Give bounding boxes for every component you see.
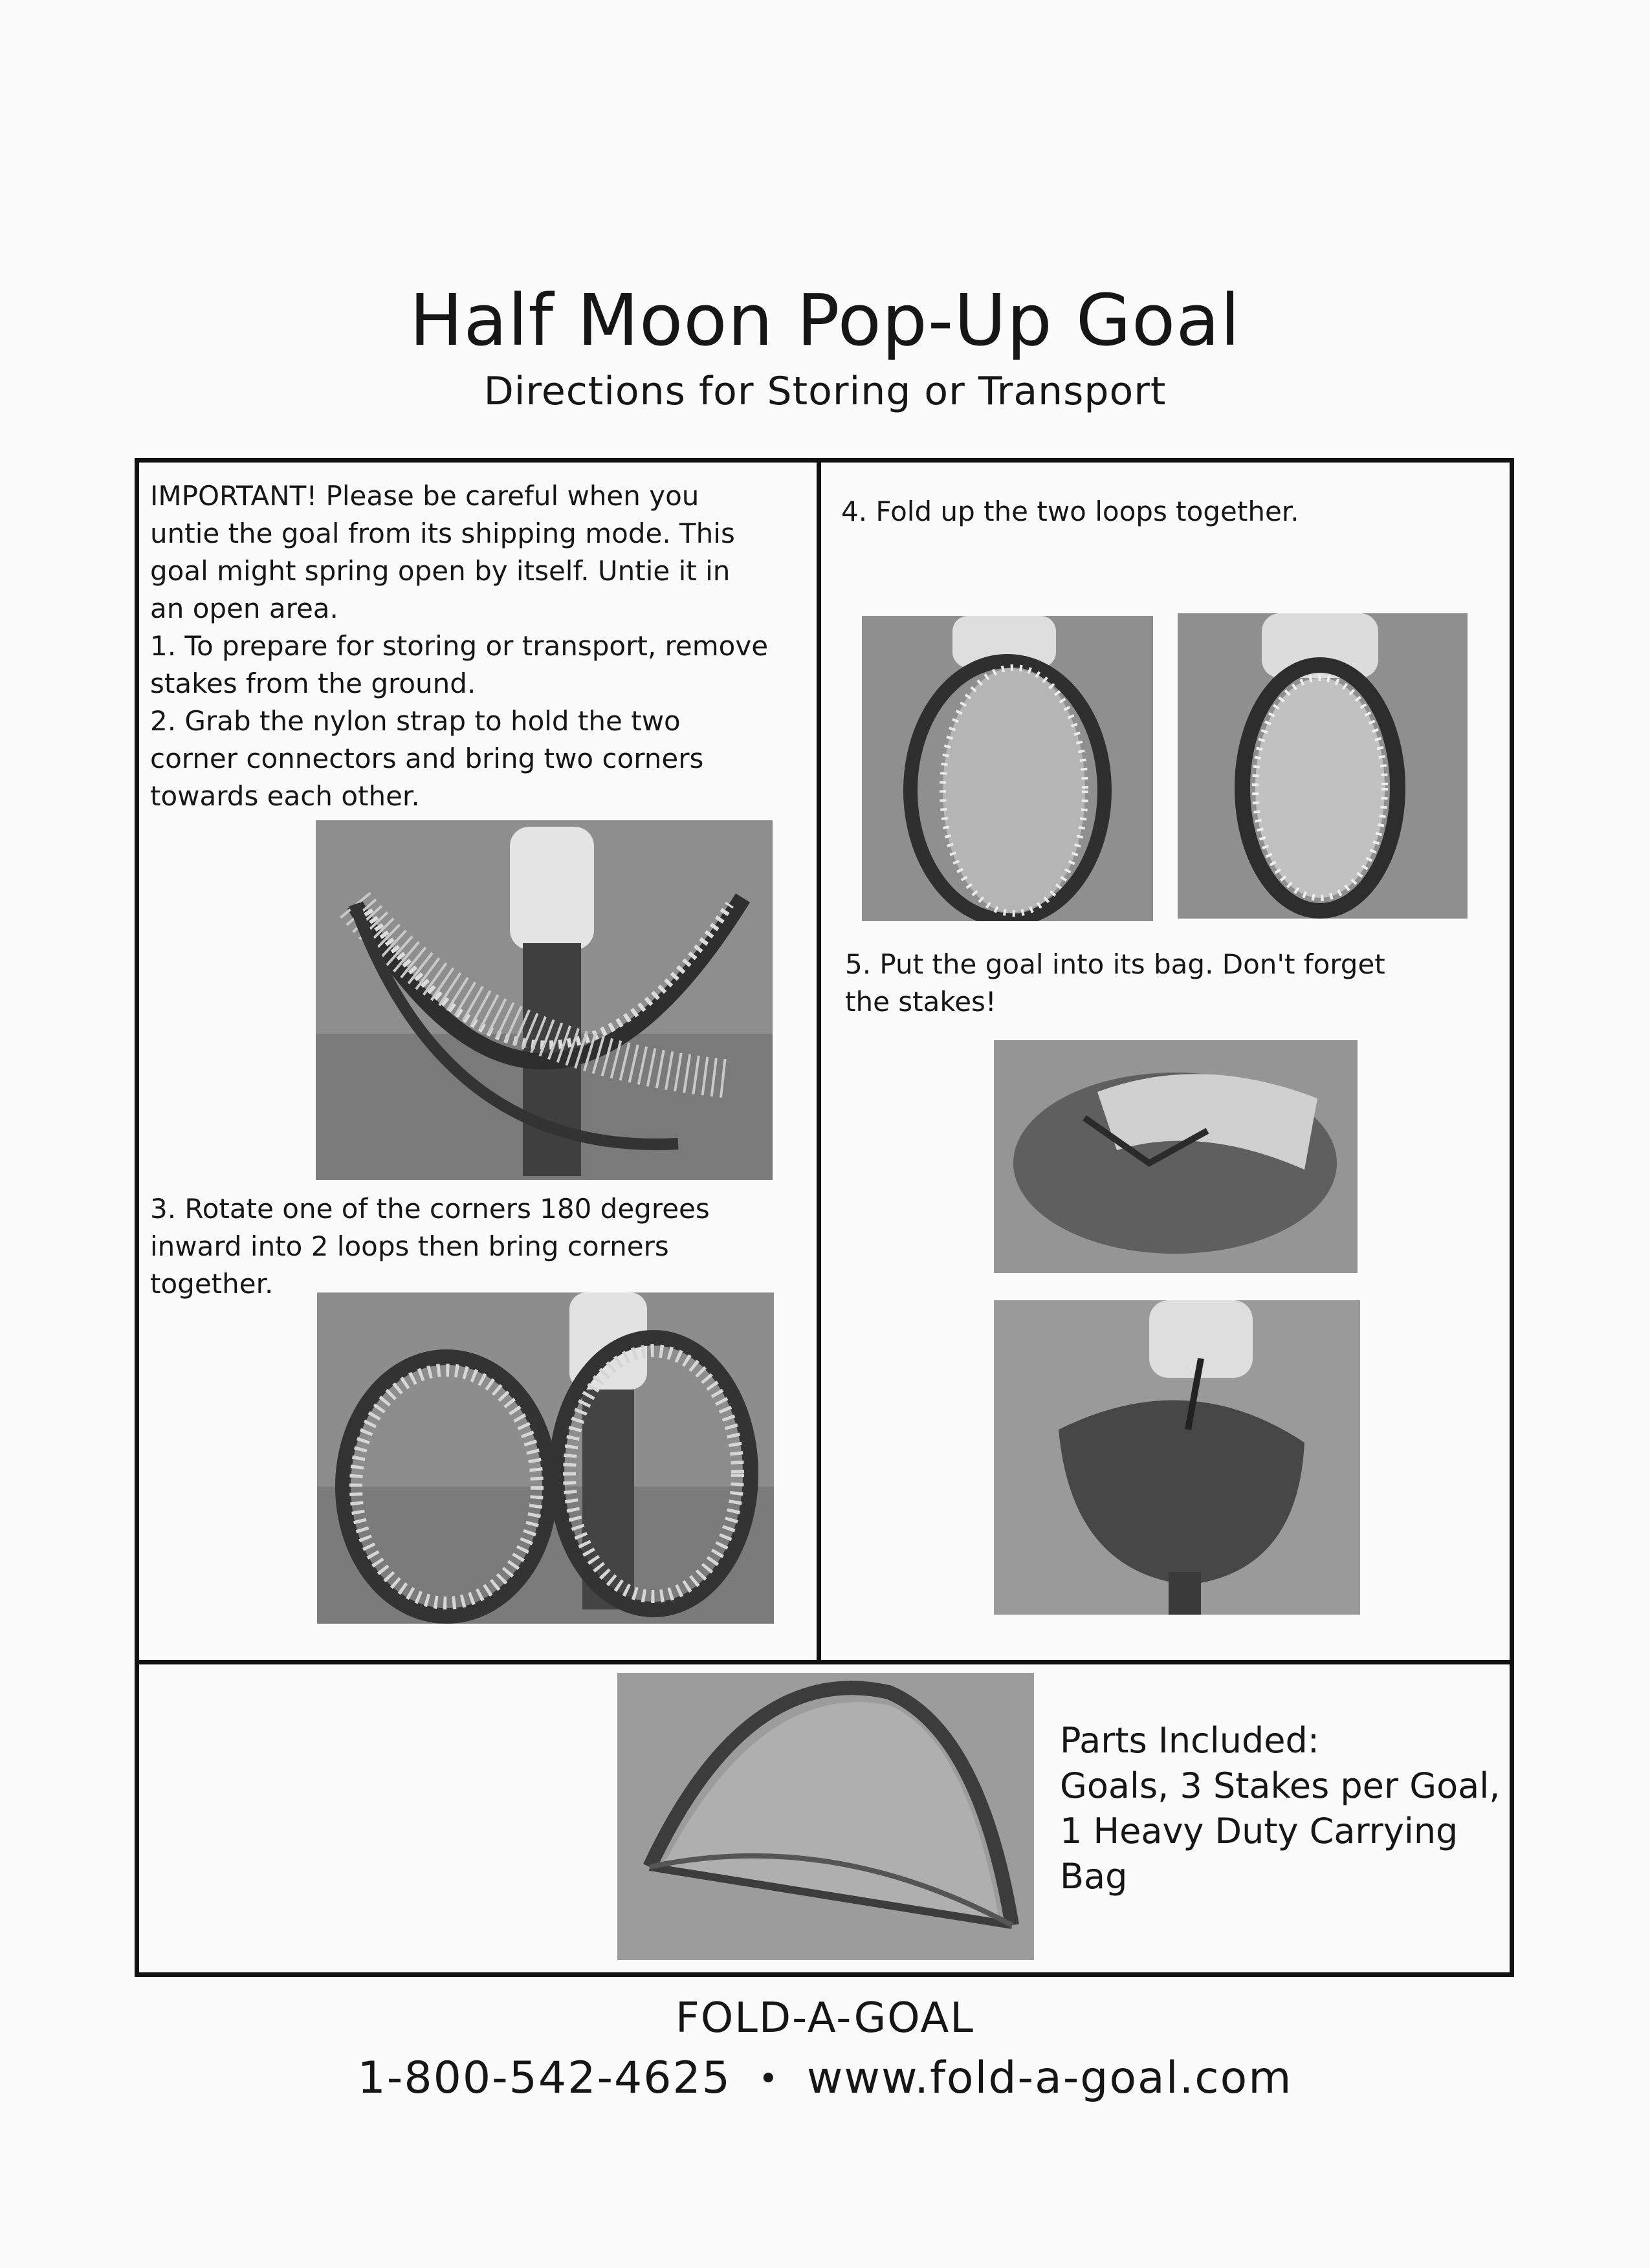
step-2-line: towards each other.: [150, 780, 420, 812]
website-link[interactable]: www.fold-a-goal.com: [806, 2053, 1293, 2104]
page-subtitle: Directions for Storing or Transport: [483, 369, 1167, 414]
step-2-line: corner connectors and bring two corners: [150, 743, 704, 774]
step-1-line: 1. To prepare for storing or transport, remove: [150, 630, 769, 662]
step-1-line: stakes from the ground.: [150, 668, 476, 699]
important-line: IMPORTANT! Please be careful when you: [150, 480, 699, 512]
step-5-photo-bag: [994, 1040, 1358, 1273]
step-5-line: the stakes!: [845, 986, 996, 1018]
step-2-line: 2. Grab the nylon strap to hold the two: [150, 705, 681, 737]
page-title: Half Moon Pop-Up Goal: [409, 279, 1241, 362]
step-2-photo: [316, 820, 773, 1180]
assembled-goal-photo: [617, 1673, 1034, 1960]
important-line: untie the goal from its shipping mode. This: [150, 518, 735, 549]
phone-number: 1-800-542-4625: [357, 2053, 732, 2104]
contact-line: [0, 2049, 1650, 2108]
important-note: [150, 477, 768, 815]
row-divider: [137, 1660, 1512, 1664]
parts-line: Bag: [1060, 1856, 1128, 1897]
step-3-line: together.: [150, 1268, 274, 1300]
step-3-line: 3. Rotate one of the corners 180 degrees: [150, 1193, 710, 1225]
column-divider: [817, 461, 821, 1664]
step-4-photo-left: [862, 616, 1153, 921]
step-5-photo-carry: [994, 1300, 1360, 1615]
step-3-photo: [317, 1292, 774, 1624]
important-line: an open area.: [150, 593, 338, 624]
step-5-line: 5. Put the goal into its bag. Don't forget: [845, 948, 1385, 980]
step-3-text: [150, 1190, 710, 1303]
parts-line: 1 Heavy Duty Carrying: [1060, 1811, 1458, 1851]
brand-name: FOLD-A-GOAL: [676, 1994, 974, 2042]
step-4-text: 4. Fold up the two loops together.: [841, 496, 1299, 527]
step-4-photo-right: [1178, 613, 1468, 919]
step-3-line: inward into 2 loops then bring corners: [150, 1230, 669, 1262]
step-5-text: [845, 946, 1385, 1021]
parts-line: Parts Included:: [1060, 1720, 1319, 1761]
bullet-separator: •: [758, 2060, 780, 2099]
important-line: goal might spring open by itself. Untie it in: [150, 555, 731, 587]
parts-line: Goals, 3 Stakes per Goal,: [1060, 1765, 1501, 1806]
parts-included: [1060, 1718, 1500, 1899]
